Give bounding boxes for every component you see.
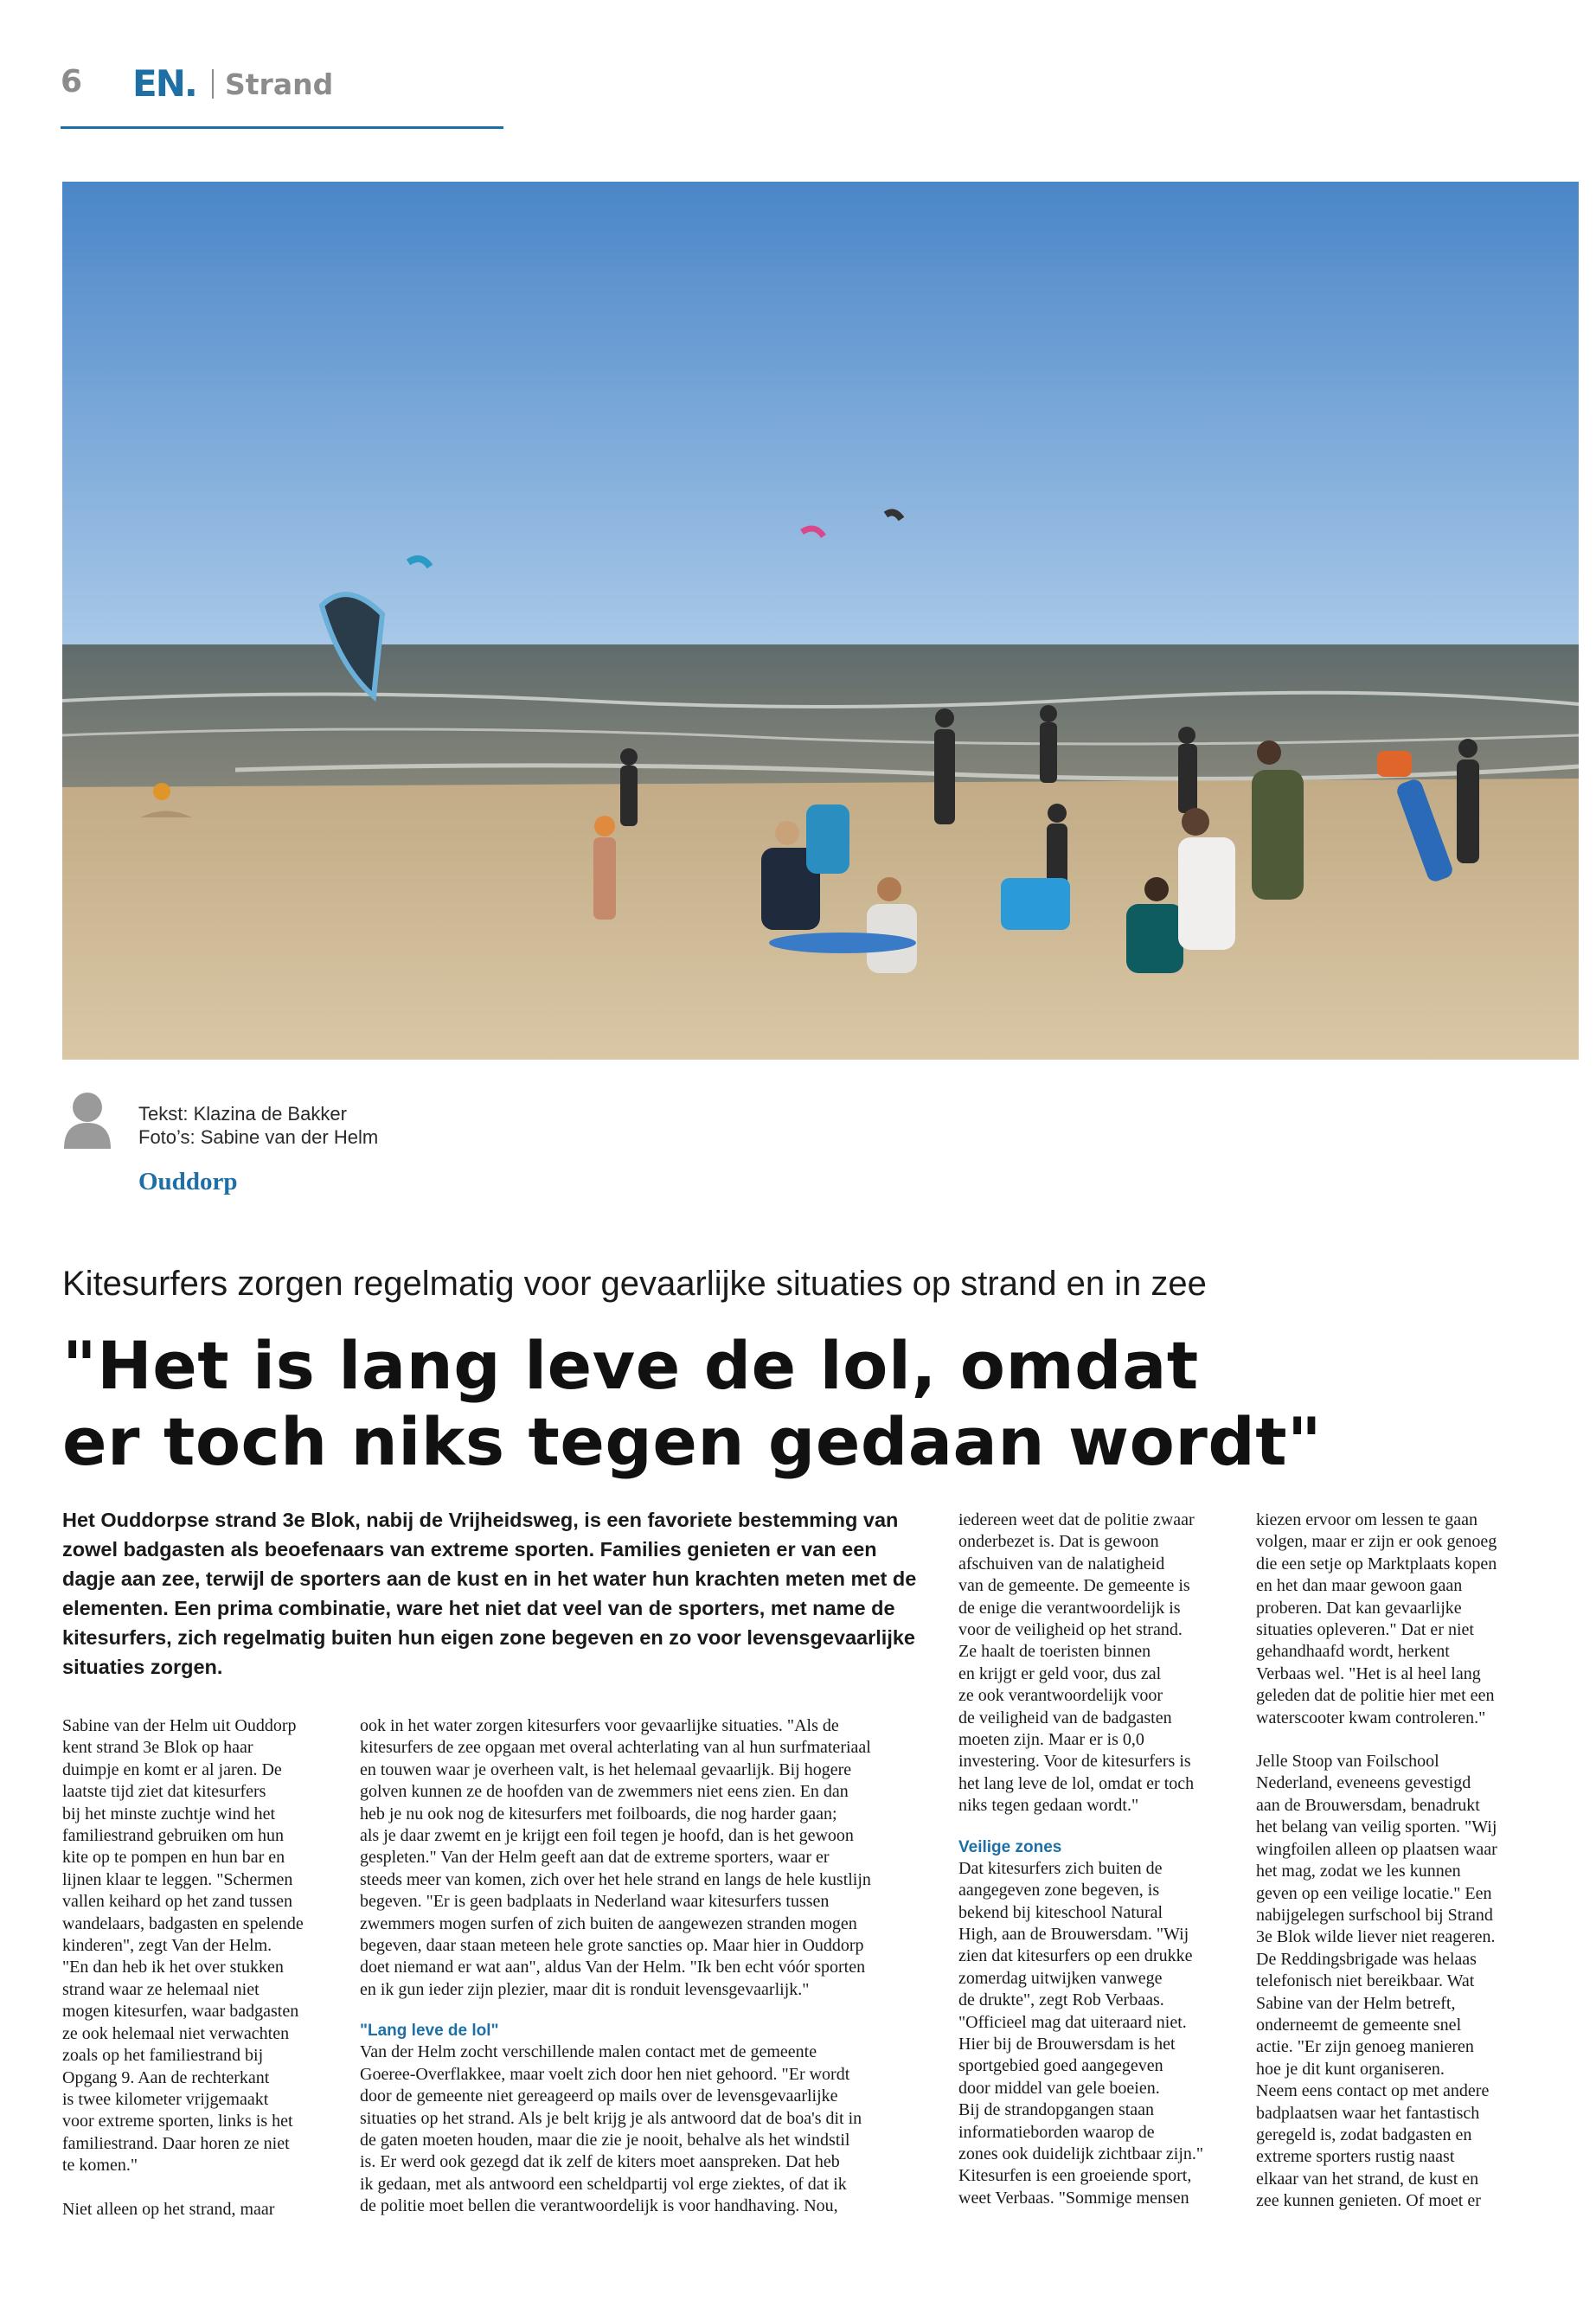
headline-line-2: er toch niks tegen gedaan wordt" bbox=[62, 1403, 1323, 1480]
body-column-2 bbox=[360, 1715, 931, 2218]
body-column-3 bbox=[958, 1509, 1244, 2209]
body-paragraph: ook in het water zorgen kitesurfers voor gevaarlijke situaties. "Als de kitesurfers de zee opgaan met overal achterlating van al hun surfmateriaal en touwen waar je overheen valt, is het helemaal gevaarlijk. Bij hogere golven kunnen ze de hoofden van de zwemmers niet eens zien. En dan heb je nu ook nog de kitesurfers met foilboards, die nog harder gaan; als je daar zwemt en je krijgt een foil tegen je hoofd, dan is het gewoon gespleten." Van der Helm geeft aan dat de extreme sporters, waar er steeds meer van komen, zich over het hele strand en langs de hele kustlijn begeven. "Er is geen badplaats in Nederland waar kitesurfers tussen zwemmers mogen surfen of zich buiten de aangewezen stranden mogen begeven, daar staan meteen hele grote sancties op. Maar hier in Ouddorp doet niemand er wat aan", aldus Van der Helm. "Ik ben echt vóór sporten en ik gun ieder zijn plezier, maar dit is ronduit levensgevaarlijk." bbox=[360, 1716, 871, 1999]
credit-text: Tekst: Klazina de Bakker bbox=[138, 1103, 347, 1125]
header-rule bbox=[61, 126, 503, 129]
author-avatar-icon bbox=[62, 1090, 112, 1149]
header-separator bbox=[212, 69, 214, 99]
article-headline bbox=[62, 1328, 1360, 1480]
body-paragraph: iedereen weet dat de politie zwaar onderbezet is. Dat is gewoon afschuiven van de nalatigheid van de gemeente. De gemeente is de enige die verantwoordelijk is voor de veiligheid op het strand. Ze haalt de toeristen binnen en krijgt er geld voor, dus zal ze ook verantwoordelijk voor de veiligheid van de badgasten moeten zijn. Maar er is 0,0 investering. Voor de kitesurfers is het lang leve de lol, omdat er toch niks tegen gedaan wordt." bbox=[958, 1510, 1195, 1816]
body-paragraph: Van der Helm zocht verschillende malen contact met de gemeente Goeree-Overflakkee, maar voelt zich door hen niet gehoord. "Er wordt door de gemeente niet gereageerd op mails over de levensgevaarlijke situaties op het strand. Als je belt krijg je als antwoord dat de boa's dit in de gaten moeten houden, maar die zie je nooit, behalve als het windstil is. Er werd ook gezegd dat ik zelf de kiters moet aanspreken. Dat heb ik gedaan, met als antwoord een scheldpartij vol erge ziektes, of dat ik de politie moet bellen die verantwoordelijk is voor handhaving. Nou, bbox=[360, 2042, 862, 2216]
dateline-location: Ouddorp bbox=[138, 1168, 238, 1195]
beach-photo bbox=[62, 182, 1579, 1060]
newspaper-logo: EN. bbox=[132, 62, 196, 105]
subheading: "Lang leve de lol" bbox=[360, 2022, 499, 2041]
article-lead: Het Ouddorpse strand 3e Blok, nabij de Vrijheidsweg, is een favoriete bestemming van zowel badgasten als beoefenaars van extreme sporten. Families genieten er van een dagje aan zee, terwijl de sporters aan de kust en in het water hun krachten meten met de elementen. Een prima combinatie, ware het niet dat veel van de sporters, met name de kitesurfers, zich regelmatig buiten hun eigen zone begeven en zo voor levensgevaarlijke situaties zorgen. bbox=[62, 1509, 917, 1678]
body-column-4 bbox=[1256, 1509, 1542, 2213]
headline-line-1: "Het is lang leve de lol, omdat bbox=[62, 1327, 1199, 1404]
beach-scene-illustration bbox=[62, 182, 1579, 1060]
page-number: 6 bbox=[61, 64, 83, 99]
page-header bbox=[61, 61, 506, 112]
credit-photo: Foto’s: Sabine van der Helm bbox=[138, 1126, 379, 1148]
body-column-1 bbox=[62, 1715, 339, 2221]
body-paragraph: Niet alleen op het strand, maar bbox=[62, 2199, 275, 2219]
body-paragraph: kiezen ervoor om lessen te gaan volgen, maar er zijn er ook genoeg die een setje op Marktplaats kopen en het dan maar gewoon gaan proberen. Dat kan gevaarlijke situaties opleveren." Dat er niet gehandhaafd wordt, herkent Verbaas wel. "Het is al heel lang geleden dat de politie hier met een waterscooter kwam controleren." bbox=[1256, 1510, 1497, 1727]
section-title: Strand bbox=[225, 67, 334, 101]
body-paragraph: Dat kitesurfers zich buiten de aangegeven zone begeven, is bekend bij kiteschool Natural High, aan de Brouwersdam. "Wij zien dat kitesurfers op een drukke zomerdag uitwijken vanwege de drukte", zegt Rob Verbaas. "Officieel mag dat uiteraard niet. Hier bij de Brouwersdam is het sportgebied goed aangegeven door middel van gele boeien. Bij de strandopgangen staan informatieborden waarop de zones ook duidelijk zichtbaar zijn." Kitesurfen is een groeiende sport, weet Verbaas. "Sommige mensen bbox=[958, 1858, 1204, 2208]
subheading: Veilige zones bbox=[958, 1837, 1062, 1856]
article-kicker: Kitesurfers zorgen regelmatig voor gevaarlijke situaties op strand en in zee bbox=[62, 1265, 1207, 1303]
body-paragraph: Jelle Stoop van Foilschool Nederland, eveneens gevestigd aan de Brouwersdam, benadrukt het belang van veilig sporten. "Wij wingfoilen alleen op plaatsen waar het mag, zodat we les kunnen geven op een veilige locatie." Een nabijgelegen surfschool bij Strand 3e Blok wilde liever niet reageren. De Reddingsbrigade was helaas telefonisch niet bereikbaar. Wat Sabine van der Helm betreft, onderneemt de gemeente snel actie. "Er zijn genoeg manieren hoe je dit kunt organiseren. Neem eens contact op met andere badplaatsen waar het fantastisch geregeld is, zodat badgasten en extreme sporters rustig naast elkaar van het strand, de kust en zee kunnen genieten. Of moet er bbox=[1256, 1752, 1497, 2211]
body-paragraph: Sabine van der Helm uit Ouddorp kent strand 3e Blok op haar duimpje en komt er al jaren. De laatste tijd ziet dat kitesurfers bij het minste zuchtje wind het familiestrand gebruiken om hun kite op te pompen en hun bar en lijnen klaar te leggen. "Schermen vallen keihard op het zand tussen wandelaars, badgasten en spelende kinderen", zegt Van der Helm. "En dan heb ik het over stukken strand waar ze helemaal niet mogen kitesurfen, waar badgasten ze ook helemaal niet verwachten zoals op het familiestrand bij Opgang 9. Aan de rechterkant is twee kilometer vrijgemaakt voor extreme sporten, links is het familiestrand. Daar horen ze niet te komen." bbox=[62, 1716, 304, 2176]
